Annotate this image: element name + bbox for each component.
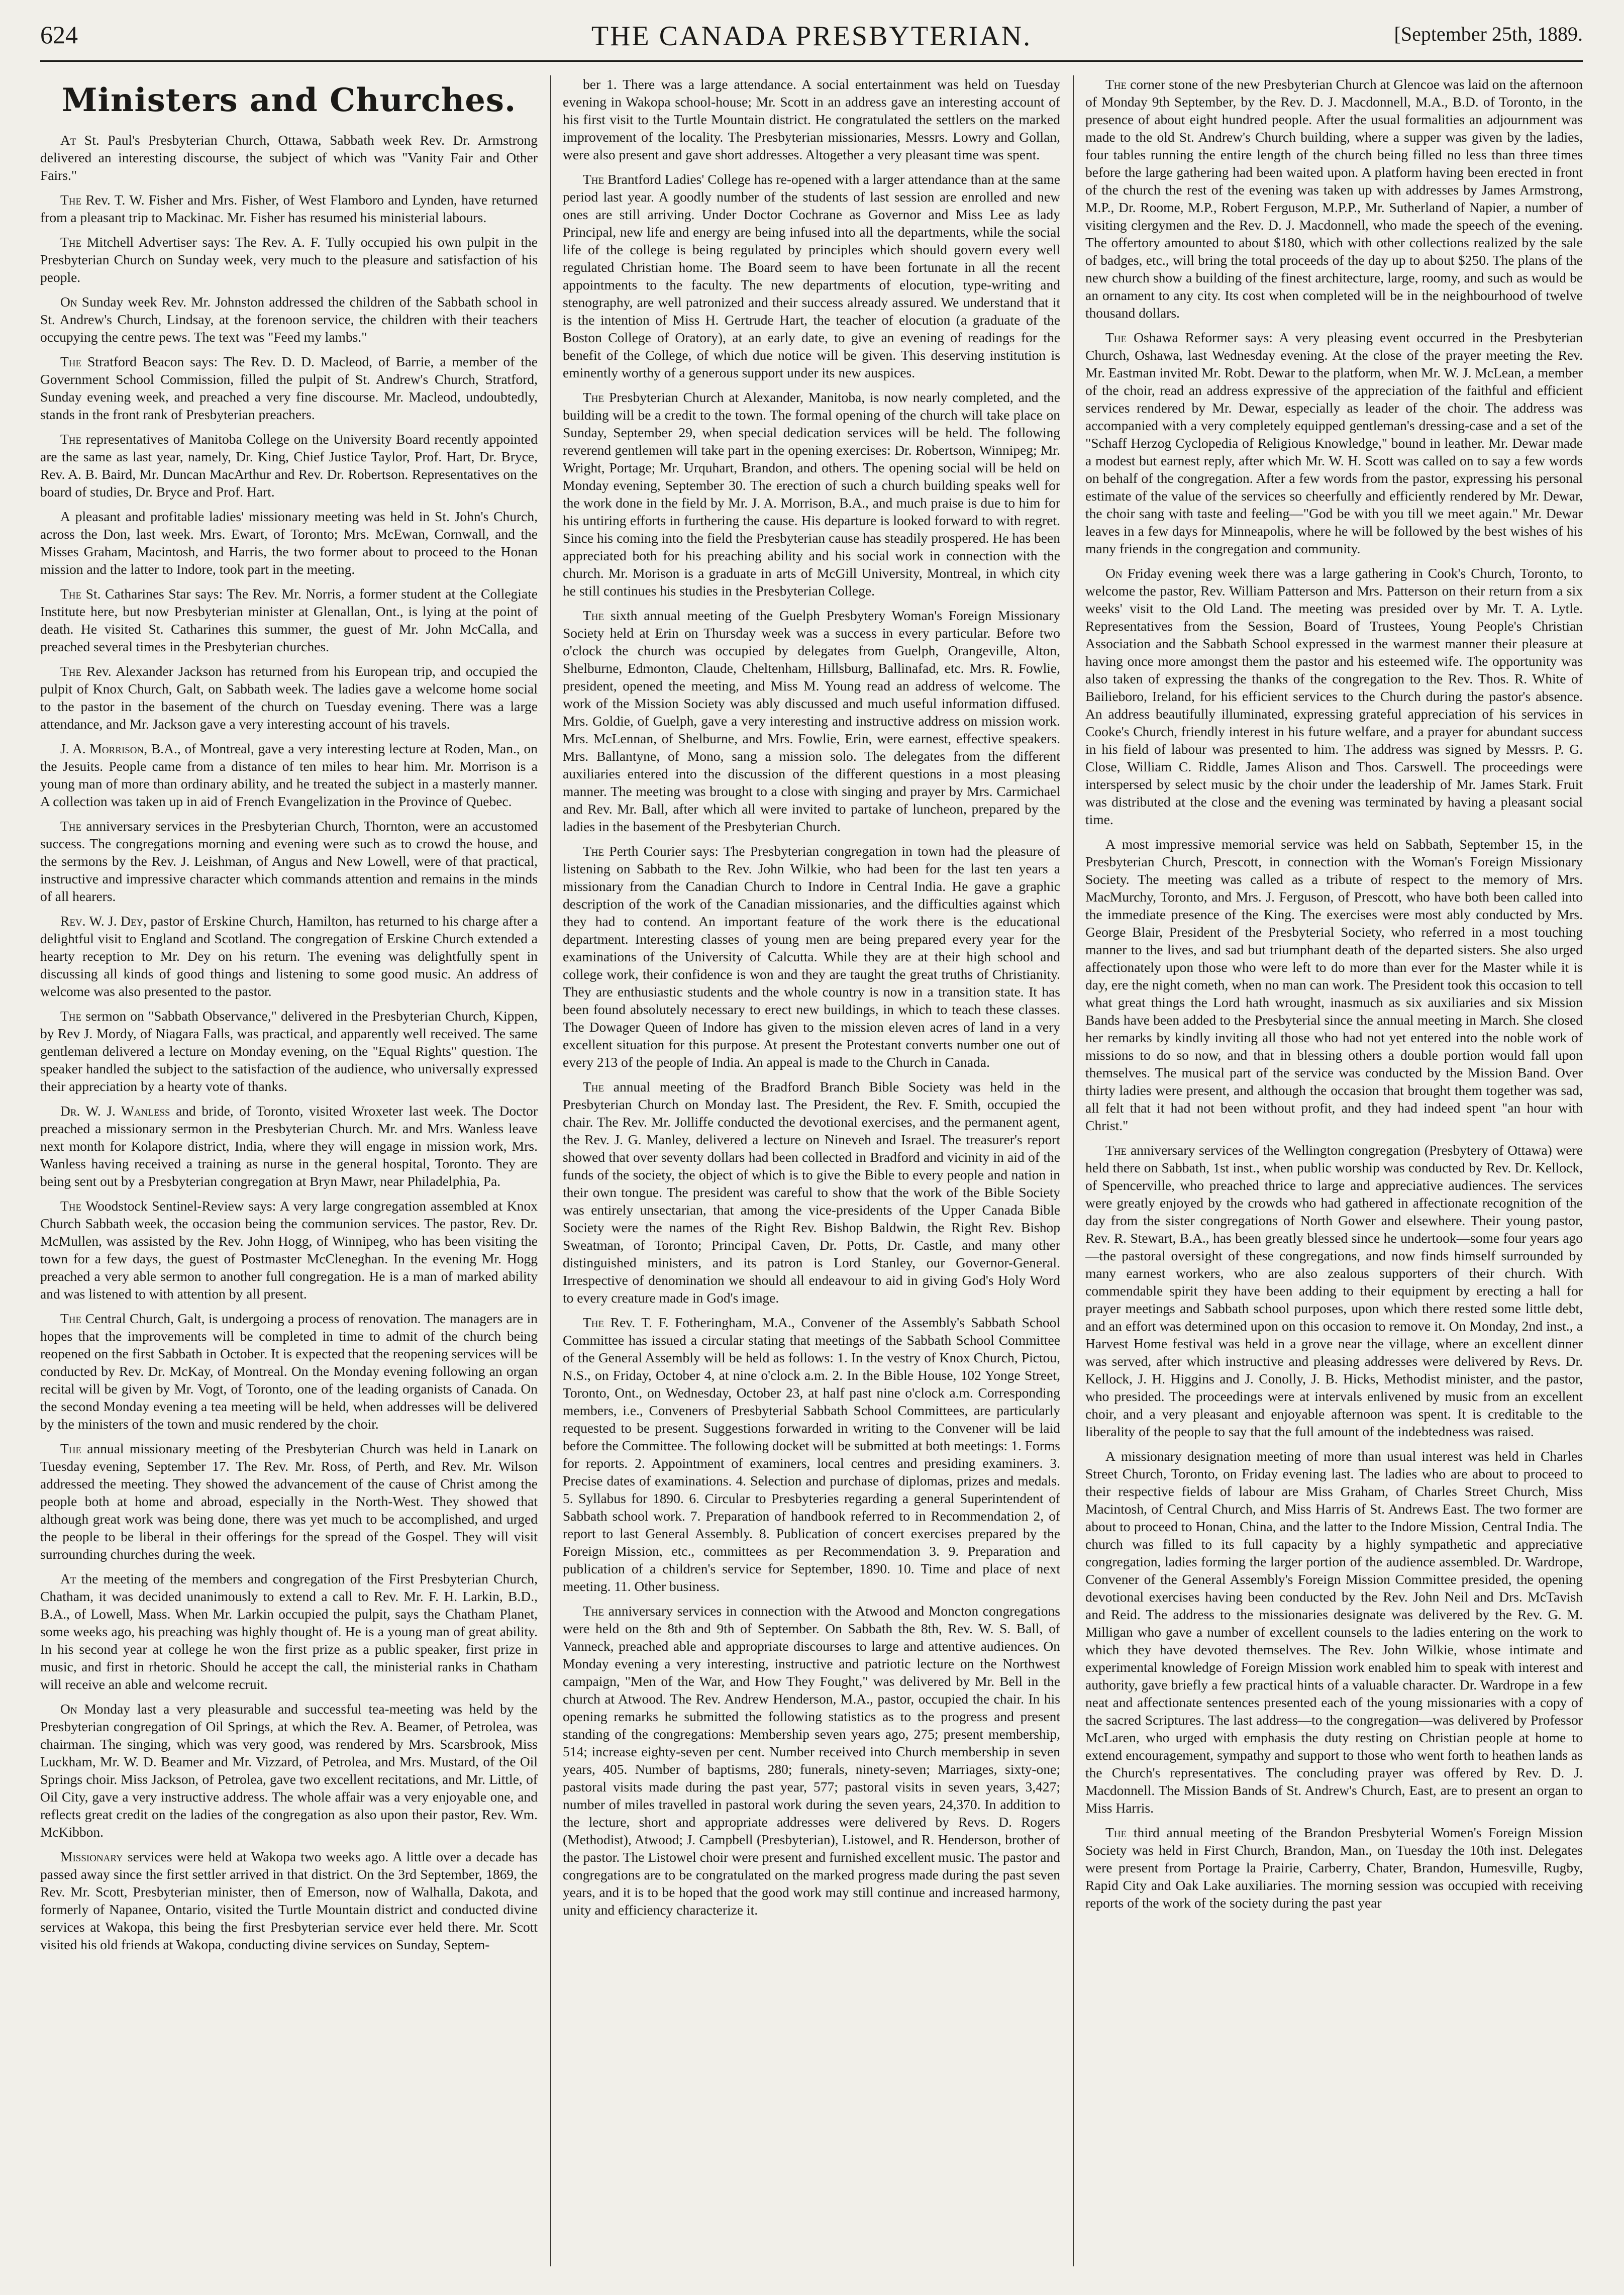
- item-lead-word: The: [583, 608, 604, 623]
- news-item: [40, 817, 538, 905]
- news-item: [563, 842, 1060, 1071]
- item-lead-word: A: [1105, 1448, 1115, 1464]
- item-lead-word: The: [60, 192, 82, 208]
- news-item: [40, 585, 538, 655]
- item-text: most impressive memorial service was held on Sabbath, September 15, in the Presbyterian Church, Prescott, in connection with the Woman's Foreign Missionary Society. The meeting was called as a tribute of respect to the memory of Mrs. MacMurchy, Toronto, and Mrs. J. Ferguson, of Prescott, who have both been called into the immediate presence of the King. The exercises were most ably conducted by Mrs. George Blair, President of the Presbyterial Society, who referred in a most touching manner to the lives, and sad but triumphant death of the departed sisters. She also urged affectionately upon those who were left to do more than ever for the Master while it is day, ere the night cometh, when no man can work. The President took this occasion to tell what great things the Lord hath wrought, inasmuch as six auxiliaries and six Mission Bands have been added to the Presbyterial since the annual meeting in March. She closed her remarks by kindly inviting all those who had not yet entered into the noble work of missions to do so now, and that in blessing others a double portion would fall upon themselves. The musical part of the service was conducted by the Mission Band. Over thirty ladies were present, and although the occasion that brought them together was sad, all felt that it had not been without profit, and they had indeed spent "an hour with Christ.": [1085, 836, 1583, 1133]
- item-lead-word: The: [583, 1603, 604, 1619]
- news-item: [563, 1602, 1060, 1919]
- item-text: Rev. T. W. Fisher and Mrs. Fisher, of West Flamboro and Lynden, have returned from a pleasant trip to Mackinac. Mr. Fisher has resumed his ministerial labours.: [40, 192, 538, 225]
- column-3: [1085, 75, 1583, 2266]
- news-item: [40, 1440, 538, 1563]
- news-item: [1085, 564, 1583, 828]
- news-item: [1085, 329, 1583, 557]
- column-divider: [550, 75, 551, 2266]
- item-text: annual missionary meeting of the Presbyterian Church was held in Lanark on Tuesday evening, September 17. The Rev. Mr. Ross, of Perth, and Rev. Mr. Wilson addressed the meeting. They showed the advancement of the cause of Christ among the people both at home and abroad, especially in the North-West. They showed that although great work was being done, there was yet much to be accomplished, and urged the people to be liberal in their offerings for the spread of the Gospel. They will visit surrounding churches during the week.: [40, 1441, 538, 1562]
- news-item: [40, 293, 538, 346]
- section-title: Ministers and Churches.: [61, 81, 517, 119]
- item-text: St. Catharines Star says: The Rev. Mr. Norris, a former student at the Collegiate Institute here, but now Presbyterian minister at Glenallan, Ont., is lying at the point of death. He visited St. Catharines this summer, the guest of Mr. John McCalla, and preached several times in the Presbyterian churches.: [40, 586, 538, 654]
- item-lead-word: A: [60, 509, 70, 524]
- item-text: Oshawa Reformer says: A very pleasing event occurred in the Presbyterian Church, Oshawa, last Wednesday evening. At the close of the prayer meeting the Rev. Mr. Eastman invited Mr. Robt. Dewar to the platform, when Mr. W. J. McLean, a member of the choir, read an address expressive of the appreciation of the faithful and efficient services rendered by Mr. Dewar, especially as leader of the choir. The address was accompanied with a very completely equipped gentleman's dressing-case and a set of the "Schaff Herzog Cyclopedia of Religious Knowledge," bound in leather. Mr. Dewar made a modest but earnest reply, after which Mr. W. H. Scott was called on to say a few words on behalf of the congregation. After a few words from the pastor, expressing his personal estimate of the value of the services so cheerfully and efficiently rendered by Mr. Dewar, the choir sang with taste and feeling—"God be with you till we meet again." Mr. Dewar leaves in a few days for Minneapolis, where he will be followed by the best wishes of his many friends in the congregation and community.: [1085, 330, 1583, 556]
- item-lead-word: A: [1105, 836, 1115, 852]
- item-text: pleasant and profitable ladies' missionary meeting was held in St. John's Church, across the Don, last week. Mrs. Ewart, of Toronto; Mrs. McEwan, Cornwall, and the Misses Graham, Macintosh, and Harris, the two former about to proceed to the Honan mission and the latter to Indore, took part in the meeting.: [40, 509, 538, 577]
- item-lead-word: The: [60, 354, 82, 369]
- item-text: Friday evening week there was a large gathering in Cook's Church, Toronto, to welcome the pastor, Rev. William Patterson and Mrs. Patterson on their return from a six weeks' visit to the Old Land. The meeting was presided over by Mr. T. A. Lytle. Representatives from the Session, Board of Trustees, Young People's Christian Association and the Sabbath School expressed in the warmest manner their pleasure at having once more amongst them the pastor and his esteemed wife. The opportunity was also taken of expressing the thanks of the congregation to the Rev. Thos. R. White of Bailieboro, Ireland, for his efficient services to the Church during the pastor's absence. An address beautifully illuminated, expressing grateful appreciation of his services in Cooke's Church, friendly interest in his future welfare, and a prayer for abundant success in his field of labour was presented to him. The address was signed by Messrs. P. G. Close, William C. Riddle, James Alison and Thos. Carswell. The proceedings were interspersed by select music by the choir under the leadership of Mr. James Stark. Fruit was distributed at the close and the evening was terminated by having a pleasant social time.: [1085, 565, 1583, 827]
- news-item: [563, 75, 1060, 163]
- news-item: [40, 740, 538, 810]
- header-rule: [40, 60, 1583, 62]
- item-lead-word: The: [60, 1198, 82, 1214]
- item-lead-word: The: [60, 1008, 82, 1024]
- item-text: Rev. Alexander Jackson has returned from his European trip, and occupied the pulpit of Knox Church, Galt, on Sabbath week. The ladies gave a welcome home social to the pastor in the basement of the church on Tuesday evening. There was a large attendance, and Mr. Jackson gave a very interesting account of his travels.: [40, 663, 538, 732]
- item-lead-word: The: [60, 431, 82, 447]
- news-item: [40, 1310, 538, 1433]
- item-lead-word: Missionary: [60, 1849, 123, 1864]
- item-lead-word: The: [583, 171, 604, 187]
- item-text: representatives of Manitoba College on the University Board recently appointed are the same as last year, namely, Dr. King, Chief Justice Taylor, Prof. Hart, Dr. Bryce, Rev. A. B. Baird, Mr. Duncan MacArthur and Rev. Dr. Robertson. Representatives on the board of studies, Dr. Bryce and Prof. Hart.: [40, 431, 538, 500]
- page-header: [40, 20, 1583, 55]
- news-item: [40, 912, 538, 1000]
- item-text: Presbyterian Church at Alexander, Manitoba, is now nearly completed, and the building will be a credit to the town. The formal opening of the church will take place on Sunday, September 29, when special dedication services will be held. The following reverend gentlemen will take part in the opening exercises: Dr. Robertson, Winnipeg; Mr. Wright, Portage; Mr. Urquhart, Brandon, and others. The opening social will be held on Monday evening, September 30. The erection of such a church building speaks well for the work done in the field by Mr. J. A. Morrison, B.A., and much praise is due to him for his untiring efforts in furthering the cause. His departure is looked forward to with regret. Since his coming into the field the Presbyterian cause has steadily prospered. He has been appreciated both for his preaching ability and his social work in connection with the church. Mr. Morison is a graduate in arts of McGill University, Montreal, in which city he still continues his studies in the Presbyterian College.: [563, 389, 1060, 598]
- item-lead-word: The: [60, 1311, 82, 1326]
- news-item: [563, 607, 1060, 835]
- item-lead-word: The: [583, 389, 604, 405]
- item-lead-word: At: [60, 1571, 76, 1586]
- item-lead-word: The: [60, 663, 82, 679]
- news-item: [40, 662, 538, 733]
- item-lead-word: The: [60, 818, 82, 834]
- news-item: [40, 1848, 538, 1953]
- item-lead-word: The: [60, 234, 82, 250]
- item-lead-word: The: [1105, 1825, 1127, 1840]
- item-text: sixth annual meeting of the Guelph Presbytery Woman's Foreign Missionary Society held at Erin on Thursday week was a success in every particular. Before two o'clock the church was occupied by delegates from Guelph, Orangeville, Alton, Shelburne, Edmonton, Claude, Cheltenham, Hillsburg, Ballinafad, etc. Mrs. R. Fowlie, president, opened the meeting, and Miss M. Young read an address of welcome. The work of the Mission Society was ably discussed and much useful information diffused. Mrs. Goldie, of Guelph, gave a very interesting and instructive address on mission work. Mrs. McLennan, of Shelburne, and Mrs. Fowlie, Erin, were earnest, effective speakers. Mrs. Ballantyne, of Mono, sang a mission solo. The delegates from the different auxiliaries entered into the discussion of the different questions in a most pleasing manner. The meeting was brought to a close with singing and prayer by Mrs. Carmichael and Rev. Mr. Ball, after which all were invited to partake of luncheon, prepared by the ladies in the basement of the Presbyterian Church.: [563, 608, 1060, 834]
- item-text: Monday last a very pleasurable and successful tea-meeting was held by the Presbyterian congregation of Oil Springs, at which the Rev. A. Beamer, of Petrolea, was chairman. The singing, which was very good, was rendered by Mrs. Scarsbrook, Miss Luckham, Mr. W. D. Beamer and Mr. Vizzard, of Petrolea, and Mrs. Mustard, of the Oil Springs choir. Miss Jackson, of Petrolea, gave two excellent recitations, and Mr. Little, of Oil City, gave a very instructive address. The whole affair was a very enjoyable one, and reflects great credit on the ladies of the congregation as also upon their pastor, Rev. Wm. McKibbon.: [40, 1701, 538, 1840]
- news-item: [1085, 1824, 1583, 1912]
- news-item: [1085, 75, 1583, 322]
- news-item: [563, 388, 1060, 600]
- news-item: [40, 353, 538, 423]
- news-item: [40, 508, 538, 578]
- column-1: [40, 75, 538, 2266]
- item-lead-word: The: [1105, 76, 1127, 92]
- item-text: B.A., of Montreal, gave a very interesting lecture at Roden, Man., on the Jesuits. People came from a distance of ten miles to hear him. Mr. Morrison is a young man of more than ordinary ability, and he treated the subject in a masterly manner. A collection was taken up in aid of French Evangelization in the Province of Quebec.: [40, 741, 538, 809]
- item-text: Sunday week Rev. Mr. Johnston addressed the children of the Sabbath school in St. Andrew's Church, Lindsay, at the forenoon service, the children with their teachers occupying the centre pews. The text was "Feed my lambs.": [40, 294, 538, 345]
- news-item: [563, 1078, 1060, 1307]
- item-text: ber 1. There was a large attendance. A social entertainment was held on Tuesday evening in Wakopa school-house; Mr. Scott in an address gave an interesting account of his first visit to the Turtle Mountain district. He congratulated the settlers on the marked improvement of the locality. The Presbyterian missionaries, Messrs. Lowry and Gollan, were also present and gave short addresses. Altogether a very pleasant time was spent.: [563, 76, 1060, 162]
- item-text: Woodstock Sentinel-Review says: A very large congregation assembled at Knox Church Sabbath week, the occasion being the communion services. The pastor, Rev. Dr. McMullen, was assisted by the Rev. John Hogg, of Winnipeg, who has been visiting the town for a few days, the guest of Postmaster McCleneghan. In the evening Mr. Hogg preached a very able sermon to another full congregation. He is a man of marked ability and was listened to with attention by all present.: [40, 1198, 538, 1302]
- item-text: corner stone of the new Presbyterian Church at Glencoe was laid on the afternoon of Monday 9th September, by the Rev. D. J. Macdonnell, M.A., B.D. of Toronto, in the presence of about eight hundred people. After the usual formalities an adjournment was made to the old St. Andrew's Church building, where a supper was given by the ladies, four tables running the entire length of the church being filled no less than three times before the large gathering had been waited upon. A platform having been erected in front of the church the rest of the evening was taken up with addresses by James Armstrong, M.P., Dr. Roome, M.P., Robert Ferguson, M.P.P., Mr. Sutherland of Napier, a number of visiting clergymen and the Rev. D. J. Macdonnell, who made the speech of the evening. The offertory amounted to about $180, which with other collections realized by the sale of badges, etc., will bring the total proceeds of the day up to about $250. The plans of the new church show a building of the finest architecture, large, roomy, and such as would be an ornament to any city. Its cost when completed will be in the neighbourhood of twelve thousand dollars.: [1085, 76, 1583, 321]
- item-text: Brantford Ladies' College has re-opened with a larger attendance than at the same period last year. A goodly number of the students of last session are enrolled and new ones are still arriving. Under Doctor Cochrane as Governor and Miss Lee as lady Principal, new life and energy are being infused into all the departments, while the social life of the college is being regulated by principles which should govern every well regulated Christian home. The Board seem to have been fortunate in all the recent appointments to the faculty. The new departments of elocution, type-writing and stenography, are well patronized and their success already assured. We understand that it is the intention of Miss H. Gertrude Hart, the teacher of elocution (a graduate of the Boston College of Oratory), at an early date, to give an evening of readings for the benefit of the College, of which due notice will be given. This deserving institution is eminently worthy of a generous support under its new auspices.: [563, 171, 1060, 380]
- item-text: services were held at Wakopa two weeks ago. A little over a decade has passed away since the first settler arrived in that district. On the 3rd September, 1869, the Rev. Mr. Scott, Presbyterian minister, then of Emerson, now of Walhalla, Dakota, and formerly of Napanee, Ontario, visited the Turtle Mountain district and conducted divine services at Wakopa, this being the first Presbyterian service ever held there. Mr. Scott visited his old friends at Wakopa, conducting divine services on Sunday, Septem-: [40, 1849, 538, 1952]
- item-lead-word: The: [583, 1315, 604, 1330]
- news-item: [40, 233, 538, 286]
- item-text: and bride, of Toronto, visited Wroxeter last week. The Doctor preached a missionary sermon in the Presbyterian Church. Mr. and Mrs. Wanless leave next month for Kolapore district, India, where they will engage in mission work, Mrs. Wanless having received a training as nurse in the general hospital, Toronto. They are being sent out by a Presbyterian congregation at Bryn Mawr, near Philadelphia, Pa.: [40, 1103, 538, 1189]
- item-lead-word: On: [60, 1701, 77, 1717]
- item-text: Mitchell Advertiser says: The Rev. A. F. Tully occupied his own pulpit in the Presbyterian Church on Sunday week, very much to the pleasure and satisfaction of his people.: [40, 234, 538, 285]
- news-item: [1085, 835, 1583, 1134]
- news-item: [1085, 1447, 1583, 1817]
- issue-date: [September 25th, 1889.: [1394, 23, 1583, 45]
- item-lead-word: The: [60, 586, 82, 602]
- news-item: [40, 1197, 538, 1303]
- item-lead-word: J. A. Morrison,: [60, 741, 148, 756]
- item-text: third annual meeting of the Brandon Presbyterial Women's Foreign Mission Society was held in First Church, Brandon, Man., on Tuesday the 10th inst. Delegates were present from Portage la Prairie, Carberry, Chater, Brandon, Humesville, Rugby, Rapid City and Oak Lake auxiliaries. The morning session was occupied with receiving reports of the work of the society during the past year: [1085, 1825, 1583, 1911]
- item-lead-word: The: [583, 1079, 604, 1094]
- column-2: [563, 75, 1060, 2266]
- item-text: the meeting of the members and congregation of the First Presbyterian Church, Chatham, it was decided unanimously to extend a call to Rev. Mr. F. H. Larkin, B.D., B.A., of Lowell, Mass. When Mr. Larkin occupied the pulpit, says the Chatham Planet, some weeks ago, his preaching was highly thought of. He is a young man of great ability. In his second year at college he won the first prize as a public speaker, first prize in music, and first in rhetoric. Should he accept the call, the ministerial ranks in Chatham will receive an able and welcome recruit.: [40, 1571, 538, 1692]
- item-lead-word: The: [1105, 330, 1127, 345]
- news-item: [563, 170, 1060, 381]
- news-item: [563, 1314, 1060, 1595]
- item-text: Rev. T. F. Fotheringham, M.A., Convener of the Assembly's Sabbath School Committee has issued a circular stating that meetings of the Sabbath School Committee of the General Assembly will be held as follows: 1. In the vestry of Knox Church, Pictou, N.S., on Friday, October 4, at nine o'clock a.m. 2. In the Bible House, 102 Yonge Street, Toronto, Ont., on Wednesday, October 23, at half past nine o'clock a.m. Corresponding members, i.e., Conveners of Presbyterial Sabbath School Committees, are particularly requested to be present. Suggestions forwarded in writing to the Convener will be laid before the Committee. The following docket will be submitted at both meetings: 1. Forms for reports. 2. Appointment of examiners, local centres and presiding examiners. 3. Precise dates of examinations. 4. Selection and purchase of diplomas, prizes and medals. 5. Syllabus for 1890. 6. Circular to Presbyteries regarding a general Superintendent of Sabbath school work. 7. Preparation of handbook referred to in Recommendation 2, of report to last General Assembly. 8. Publication of concert exercises prepared by the Foreign Mission, etc., committees as per Recommendation 3. 9. Preparation and publication of a children's service for September, 1890. 10. Time and place of next meeting. 11. Other business.: [563, 1315, 1060, 1594]
- item-text: missionary designation meeting of more than usual interest was held in Charles Street Church, Toronto, on Friday evening last. The ladies who are about to proceed to their respective fields of labour are Miss Graham, of Charles Street Church, Miss Macintosh, of Central Church, and Miss Harris of St. Andrews East. The two former are about to proceed to Honan, China, and the latter to the Indore Mission, Central India. The church was filled to its full capacity by a highly sympathetic and appreciative congregation, ladies forming the larger portion of the audience assembled. Dr. Wardrope, Convener of the General Assembly's Foreign Mission Committee presided, the opening devotional exercises having been conducted by the Rev. John Neil and Drs. McTavish and Reid. The address to the missionaries designate was delivered by the Rev. G. M. Milligan who gave a number of excellent counsels to the ladies entering on the work to which they have devoted themselves. The Rev. John Wilkie, whose intimate and experimental knowledge of Foreign Mission work enabled him to speak with interest and authority, gave briefly a few practical hints of a valuable character. Dr. Wardrope in a few neat and affectionate sentences presented each of the young missionaries with a copy of the sacred Scriptures. The last address—to the congregation—was delivered by Professor McLaren, who urged with emphasis the duty resting on Christian people at home to extend encouragement, sympathy and support to those who went forth to heathen lands as the Church's representatives. The concluding prayer was offered by Rev. D. J. Macdonnell. The Mission Bands of St. Andrew's Church, East, are to present an organ to Miss Harris.: [1085, 1448, 1583, 1816]
- item-lead-word: The: [1105, 1142, 1127, 1158]
- item-lead-word: Dr. W. J. Wanless: [60, 1103, 170, 1119]
- item-text: pastor of Erskine Church, Hamilton, has returned to his charge after a delightful visit to England and Scotland. The congregation of Erskine Church extended a hearty reception to Mr. Dey on his return. The evening was delightfully spent in discussing all kinds of good things and listening to some good music. An address of welcome was also presented to the pastor.: [40, 913, 538, 999]
- page-number: 624: [40, 21, 78, 49]
- item-text: anniversary services in connection with the Atwood and Moncton congregations were held on the 8th and 9th of September. On Sabbath the 8th, Rev. W. S. Ball, of Vanneck, preached able and appropriate discourses to large and attentive audiences. On Monday evening a very interesting, instructive and patriotic lecture on the Northwest campaign, "Men of the War, and How They Fought," was delivered by Mr. Bell in the church at Atwood. The Rev. Andrew Henderson, M.A., pastor, occupied the chair. In his opening remarks he submitted the following statistics as to the progress and present standing of the congregations: Membership seven years ago, 275; present membership, 514; increase eighty-seven per cent. Number received into Church membership in seven years, 405. Number of baptisms, 280; funerals, ninety-seven; Marriages, sixty-one; pastoral visits made during the past year, 577; pastoral visits in seven years, 3,427; number of miles travelled in pastoral work during the seven years, 24,370. In addition to the lecture, short and appropriate addresses were delivered by Revs. D. Rogers (Methodist), Atwood; J. Campbell (Presbyterian), Listowel, and R. Henderson, brother of the pastor. The Listowel choir were present and furnished excellent music. The pastor and congregations are to be congratulated on the marked progress made during the past seven years, and it is to be hoped that the good work may still continue and increased harmony, unity and efficiency characterize it.: [563, 1603, 1060, 1918]
- article-columns: [40, 75, 1583, 2266]
- item-lead-word: On: [60, 294, 77, 310]
- item-text: St. Paul's Presbyterian Church, Ottawa, Sabbath week Rev. Dr. Armstrong delivered an interesting discourse, the subject of which was "Vanity Fair and Other Fairs.": [40, 132, 538, 183]
- item-lead-word: Rev. W. J. Dey,: [60, 913, 147, 929]
- item-text: Stratford Beacon says: The Rev. D. D. Macleod, of Barrie, a member of the Government School Commission, filled the pulpit of St. Andrew's Church, Stratford, Sunday evening week, and preached a very fine discourse. Mr. Macleod, undoubtedly, stands in the front rank of Presbyterian preachers.: [40, 354, 538, 422]
- column-divider: [1073, 75, 1074, 2266]
- news-item: [40, 191, 538, 226]
- item-lead-word: On: [1105, 565, 1123, 581]
- item-text: Central Church, Galt, is undergoing a process of renovation. The managers are in hopes that the improvements will be completed in time to admit of the church being reopened on the first Sabbath in October. It is expected that the reopening services will be conducted by Rev. Dr. McKay, of Montreal. On the Monday evening following an organ recital will be given by Mr. Vogt, of Toronto, one of the leading organists of Canada. On the second Monday evening a tea meeting will be held, when addresses will be delivered by the ministers of the town and music rendered by the choir.: [40, 1311, 538, 1432]
- news-item: [40, 131, 538, 184]
- item-text: annual meeting of the Bradford Branch Bible Society was held in the Presbyterian Church on Monday last. The President, the Rev. F. Smith, occupied the chair. The Rev. Mr. Jolliffe conducted the devotional exercises, and the permanent agent, the Rev. J. G. Manley, delivered a lecture on Nineveh and Israel. The treasurer's report showed that over seventy dollars had been collected in Bradford and vicinity in aid of the funds of the society, the object of which is to give the Bible to every people and nation in their own tongue. The president was careful to show that the work of the Bible Society was entirely unsectarian, that among the vice-presidents of the Upper Canada Bible Society were the names of the Right Rev. Bishop Baldwin, the Right Rev. Bishop Sweatman, of Toronto; Principal Caven, Dr. Potts, Dr. Castle, and many other distinguished ministers, and its patron is Lord Stanley, our Governor-General. Irrespective of denomination we should all endeavour to aid in giving God's Holy Word to every creature made in God's image.: [563, 1079, 1060, 1306]
- item-text: sermon on "Sabbath Observance," delivered in the Presbyterian Church, Kippen, by Rev J. Mordy, of Niagara Falls, was practical, and apparently well received. The same gentleman delivered a lecture on Monday evening, on the "Equal Rights" question. The speaker handled the subject to the satisfaction of the audience, who universally expressed their appreciation by a hearty vote of thanks.: [40, 1008, 538, 1094]
- news-item: [40, 1007, 538, 1095]
- publication-title: THE CANADA PRESBYTERIAN.: [591, 21, 1032, 52]
- news-item: [40, 1570, 538, 1693]
- news-item: [40, 430, 538, 501]
- item-lead-word: The: [60, 1441, 82, 1456]
- item-lead-word: At: [60, 132, 76, 148]
- news-item: [40, 1102, 538, 1190]
- news-item: [1085, 1141, 1583, 1440]
- news-item: [40, 1700, 538, 1841]
- item-text: anniversary services of the Wellington congregation (Presbytery of Ottawa) were held there on Sabbath, 1st inst., when public worship was conducted by Rev. Dr. Kellock, of Spencerville, who preached thrice to large and appreciative audiences. The services were greatly enjoyed by the crowds who had gathered in affectionate recognition of the day from the sister congregations of North Gower and elsewhere. Their young pastor, Rev. R. Stewart, B.A., has been greatly blessed since he undertook—some four years ago—the pastoral oversight of these congregations, and now finds himself surrounded by many earnest workers, who are also zealous supporters of their church. With commendable spirit they have been adding to their equipment by erecting a hall for prayer meetings and Sabbath school purposes, upon which there rested some little debt, and an effort was determined upon on this occasion to remove it. On Monday, 2nd inst., a Harvest Home festival was held in a grove near the village, where an excellent dinner was served, after which instructive and pleasing addresses were delivered by Revs. Dr. Kellock, J. H. Higgins and J. Conolly, J. B. Hicks, Methodist minister, and the pastor, who presided. The proceedings were at intervals enlivened by music from an excellent choir, and a very pleasant and enjoyable afternoon was spent. It is creditable to the liberality of the people to say that the full amount of the indebtedness was raised.: [1085, 1142, 1583, 1439]
- item-lead-word: The: [583, 843, 604, 859]
- item-text: anniversary services in the Presbyterian Church, Thornton, were an accustomed success. The congregations morning and evening were such as to crowd the house, and the sermons by the Rev. J. Leishman, of Angus and New Lowell, were of that practical, instructive and impressive character which commands attention and remains in the minds of all hearers.: [40, 818, 538, 904]
- item-text: Perth Courier says: The Presbyterian congregation in town had the pleasure of listening on Sabbath to the Rev. John Wilkie, who had been for the last ten years a missionary from the Canadian Church to Indore in Central India. He gave a graphic description of the work of the Canadian missionaries, and the difficulties against which they had to contend. An important feature of the work there is the educational department. Interesting classes of young men are being prepared every year for the examinations of the University of Calcutta. While they are at their high school and college work, their confidence is won and they are taught the great truths of Christianity. They are enthusiastic students and the whole country is now in a transition state. It has been found absolutely necessary to erect new buildings, in which to teach these classes. The Dowager Queen of Indore has given to the mission eleven acres of land in a very excellent situation for this purpose. At present the Protestant converts number one out of every 213 of the people of India. An appeal is made to the Church in Canada.: [563, 843, 1060, 1070]
